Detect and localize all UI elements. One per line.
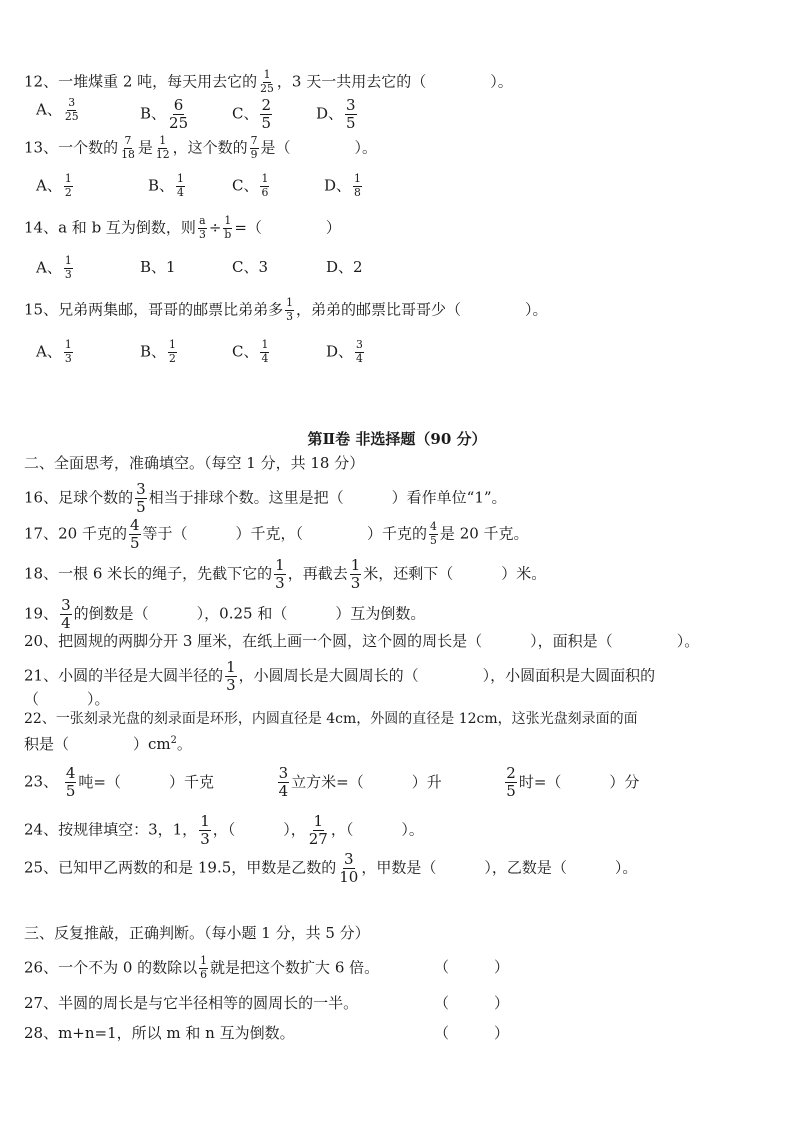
option-d: D、 $\frac{3}{5}$ [316, 96, 356, 132]
question-27: 27、半圆的周长是与它半径相等的圆周长的一半。 [24, 994, 359, 1012]
answer-paren-26[interactable]: （ ） [434, 958, 510, 976]
question-25: 25、已知甲乙两数的和是 19.5，甲数是乙数的 $\frac{3}{10}$ ，甲数是（ ），乙数是（ ）。 [24, 850, 638, 886]
option-b: B、 $\frac{1}{2}$ [140, 338, 176, 365]
question-21-continued: （ ）。 [24, 690, 110, 708]
option-a: A、 $\frac{3}{25}$ [36, 96, 79, 123]
question-21: 21、小圆的半径是大圆半径的 $\frac{1}{3}$ ，小圆周长是大圆周长的（ ），小圆面积是大圆面积的 [24, 658, 656, 694]
option-a: A、 $\frac{1}{3}$ [36, 254, 72, 281]
question-13-options [36, 174, 770, 204]
answer-paren-28[interactable]: （ ） [434, 1024, 510, 1042]
option-c: C、 $\frac{2}{5}$ [232, 96, 272, 132]
option-b: B、1 [140, 258, 176, 276]
part-2-title: 第Ⅱ卷 非选择题（90 分） [307, 430, 487, 448]
question-23: 23、 $\frac{4}{5}$ 吨=（ ）千克 $\frac{3}{4}$ 立方米=（ ）升 $\frac{2}{5}$ 时=（ ）分 [24, 764, 640, 800]
question-17: 17、20 千克的 $\frac{4}{5}$ 等于（ ）千克，（ ）千克的 $\frac{4}{5}$ 是 20 千克。 [24, 516, 529, 552]
question-15-options [36, 340, 770, 370]
question-18: 18、一根 6 米长的绳子，先截下它的 $\frac{1}{3}$ ，再截去 $\frac{1}{3}$ 米，还剩下（ ）米。 [24, 556, 547, 592]
question-14: 14、a 和 b 互为倒数，则 $\frac{a}{3}$ ÷ $\frac{1}{b}$ =（ ） [24, 214, 341, 241]
question-19: 19、 $\frac{3}{4}$ 的倒数是（ ），0.25 和（ ）互为倒数。 [24, 596, 426, 632]
question-24: 24、按规律填空：3，1， $\frac{1}{3}$ ，（ ）， $\frac{1}{27}$ ，（ ）。 [24, 812, 424, 848]
option-c: C、3 [232, 258, 269, 276]
option-d: D、 $\frac{1}{8}$ [324, 172, 361, 199]
section-2-title: 二、全面思考，准确填空。（每空 1 分，共 18 分） [24, 454, 365, 472]
answer-paren-27[interactable]: （ ） [434, 994, 510, 1012]
option-d: D、2 [326, 258, 363, 276]
question-22: 22、一张刻录光盘的刻录面是环形，内圆直径是 4cm，外圆的直径是 12cm，这张光盘刻录面的面 [24, 711, 638, 727]
question-22-continued: 积是（ ）$cm^2$。 [24, 735, 192, 753]
conversion-item-2: $\frac{3}{4}$ 立方米=（ ）升 [278, 764, 442, 800]
fraction: $\frac{1}{25}$ [260, 68, 274, 95]
question-12-options [36, 96, 770, 132]
question-28: 28、m+n=1，所以 m 和 n 互为倒数。 [24, 1024, 295, 1042]
question-14-options [36, 256, 770, 286]
option-d: D、 $\frac{3}{4}$ [326, 338, 363, 365]
question-16: 16、足球个数的 $\frac{3}{5}$ 相当于排球个数。这里是把（ ）看作单位“1”。 [24, 480, 507, 516]
option-a: A、 $\frac{1}{3}$ [36, 338, 72, 365]
option-b: B、 $\frac{6}{25}$ [140, 96, 189, 132]
section-3-title: 三、反复推敲，正确判断。（每小题 1 分，共 5 分） [24, 924, 370, 942]
question-13: 13、一个数的 $\frac{7}{18}$ 是 $\frac{1}{12}$ ，这个数的 $\frac{7}{9}$ 是（ ）。 [24, 134, 378, 161]
question-15: 15、兄弟两集邮，哥哥的邮票比弟弟多 $\frac{1}{3}$ ，弟弟的邮票比哥哥少（ ）。 [24, 296, 548, 323]
question-26: 26、一个不为 0 的数除以 $\frac{1}{6}$ 就是把这个数扩大 6 倍。 [24, 954, 380, 981]
conversion-item-1: $\frac{4}{5}$ 吨=（ ）千克 [65, 764, 215, 800]
option-c: C、 $\frac{1}{4}$ [232, 338, 269, 365]
question-20: 20、把圆规的两脚分开 3 厘米，在纸上画一个圆，这个圆的周长是（ ），面积是（ ）。 [24, 632, 700, 650]
option-a: A、 $\frac{1}{2}$ [36, 172, 72, 199]
option-c: C、 $\frac{1}{6}$ [232, 172, 269, 199]
question-12: 12、一堆煤重 2 吨，每天用去它的 $\frac{1}{25}$ ，3 天一共用去它的（ ）。 [24, 68, 513, 95]
conversion-item-3: $\frac{2}{5}$ 时=（ ）分 [506, 764, 640, 800]
option-b: B、 $\frac{1}{4}$ [148, 172, 184, 199]
